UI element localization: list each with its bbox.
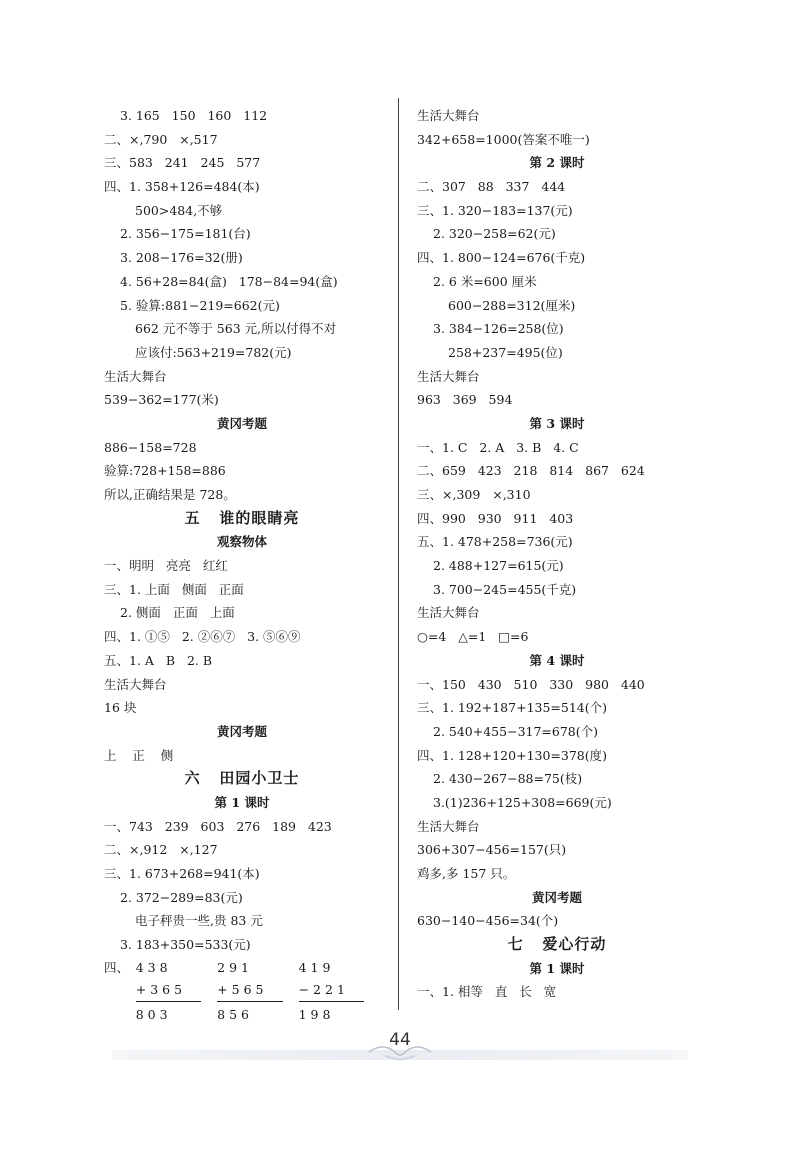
result-line: 803 [135, 1006, 172, 1022]
answer-line: 3. 700−245=455(千克) [433, 581, 577, 597]
answer-line: 2. 488+127=615(元) [433, 558, 564, 574]
unit-heading: 六 田园小卫士 [184, 769, 300, 788]
answer-line: 2. 372−289=83(元) [120, 889, 243, 905]
answer-line: 3. 384−126=258(位) [433, 321, 564, 337]
answer-line: 3.(1)236+125+308=669(元) [433, 794, 612, 810]
answer-line: 2. 540+455−317=678(个) [433, 723, 599, 739]
answer-line: 258+237=495(位) [448, 344, 563, 360]
answer-line: 五、1. 478+258=736(元) [417, 534, 573, 550]
answer-line: 二、307 88 337 444 [417, 179, 566, 195]
answer-line: 16 块 [104, 700, 137, 716]
right-answer-column [417, 104, 697, 1004]
answer-line: 四、1. 800−124=676(千克) [417, 250, 586, 266]
answer-line: 630−140−456=34(个) [417, 913, 559, 929]
subsection-heading: 第 1 课时 [214, 794, 270, 810]
answer-line: 验算:728+158=886 [104, 463, 226, 479]
answer-line: 2. 侧面 正面 上面 [120, 605, 235, 621]
answer-line: 二、659 423 218 814 867 624 [417, 463, 645, 479]
addend-top: 419 [298, 959, 335, 975]
answer-line: 生活大舞台 [417, 818, 480, 834]
answer-line: 四、990 930 911 403 [417, 510, 574, 526]
answer-line: 三、×,309 ×,310 [417, 487, 531, 502]
answer-line: 生活大舞台 [417, 108, 480, 123]
answer-line: 4. 56+28=84(盒) 178−84=94(盒) [120, 273, 338, 289]
answer-line: 2. 356−175=181(台) [120, 226, 251, 242]
answer-line: 生活大舞台 [417, 605, 480, 621]
answer-line: 四、1. 358+126=484(本) [104, 179, 260, 195]
page-number: 44 [389, 1030, 411, 1050]
vertical-calculation-block [104, 957, 380, 1033]
subsection-heading: 观察物体 [216, 534, 267, 550]
operand-line: +365 [136, 979, 201, 1002]
addend-top: 291 [217, 959, 253, 975]
subsection-heading: 黄冈考题 [216, 723, 267, 739]
answer-line: 四、1. 128+120+130=378(度) [417, 747, 608, 763]
answer-line: 三、1. 上面 侧面 正面 [104, 581, 244, 597]
unit-heading: 五 谁的眼睛亮 [184, 508, 300, 527]
subsection-heading: 第 1 课时 [529, 960, 585, 976]
answer-line: 电子秤贵一些,贵 83 元 [135, 913, 263, 929]
answer-line: 一、743 239 603 276 189 423 [104, 818, 332, 834]
unit-heading: 七 爱心行动 [507, 935, 607, 954]
answer-line: 生活大舞台 [104, 676, 167, 692]
answer-line: 886−158=728 [104, 439, 197, 455]
answer-line: 539−362=177(米) [104, 392, 219, 408]
vertical-problem [299, 957, 364, 1026]
answer-line: 3. 165 150 160 112 [120, 108, 268, 123]
answer-line: 963 369 594 [417, 392, 513, 408]
answer-line: ○=4 △=1 □=6 [417, 629, 529, 645]
operand-line: +565 [217, 979, 282, 1002]
subsection-heading: 第 4 课时 [529, 652, 585, 668]
answer-line: 2. 6 米=600 厘米 [433, 273, 537, 289]
answer-line: 四、1. ①⑤ 2. ②⑥⑦ 3. ⑤⑥⑨ [104, 629, 301, 645]
subsection-heading: 黄冈考题 [531, 889, 582, 905]
answer-line: 二、×,790 ×,517 [104, 131, 218, 147]
answer-line: 生活大舞台 [104, 368, 167, 384]
subsection-heading: 第 2 课时 [529, 155, 585, 171]
answer-line: 三、1. 192+187+135=514(个) [417, 700, 608, 716]
question-label: 四、 [104, 959, 130, 975]
answer-line: 306+307−456=157(只) [417, 842, 567, 858]
answer-line: 二、×,912 ×,127 [104, 842, 218, 858]
answer-line: 600−288=312(厘米) [448, 297, 576, 313]
answer-line: 342+658=1000(答案不唯一) [417, 131, 590, 147]
answer-line: 鸡多,多 157 只。 [417, 866, 516, 881]
answer-line: 所以,正确结果是 728。 [104, 487, 236, 502]
answer-line: 一、150 430 510 330 980 440 [417, 676, 645, 692]
vertical-problem [136, 957, 201, 1026]
answer-line: 3. 208−176=32(册) [120, 250, 243, 266]
operand-line: −221 [299, 979, 364, 1002]
addend-top: 438 [135, 959, 172, 975]
answer-line: 五、1. A B 2. B [104, 652, 213, 668]
column-divider [398, 98, 399, 1010]
answer-line: 一、明明 亮亮 红红 [104, 558, 228, 574]
answer-line: 500>484,不够 [135, 202, 223, 218]
answer-line: 三、1. 673+268=941(本) [104, 866, 260, 881]
answer-line: 生活大舞台 [417, 368, 480, 384]
answer-line: 2. 430−267−88=75(枝) [433, 771, 583, 787]
answer-line: 三、1. 320−183=137(元) [417, 202, 573, 218]
answer-line: 662 元不等于 563 元,所以付得不对 [135, 321, 337, 337]
answer-line: 2. 320−258=62(元) [433, 226, 556, 242]
answer-line: 一、1. C 2. A 3. B 4. C [417, 439, 579, 455]
answer-line: 5. 验算:881−219=662(元) [120, 297, 280, 313]
answer-line: 3. 183+350=533(元) [120, 937, 251, 953]
answer-line: 上 正 侧 [104, 747, 174, 763]
answer-line: 应该付:563+219=782(元) [135, 344, 292, 360]
result-line: 856 [217, 1006, 253, 1022]
answer-line: 一、1. 相等 直 长 宽 [417, 984, 557, 1000]
vertical-problem [217, 957, 282, 1026]
subsection-heading: 黄冈考题 [216, 415, 267, 431]
answer-line: 三、583 241 245 577 [104, 155, 261, 171]
left-answer-column [104, 104, 380, 1033]
subsection-heading: 第 3 课时 [529, 415, 585, 431]
result-line: 198 [298, 1006, 335, 1022]
